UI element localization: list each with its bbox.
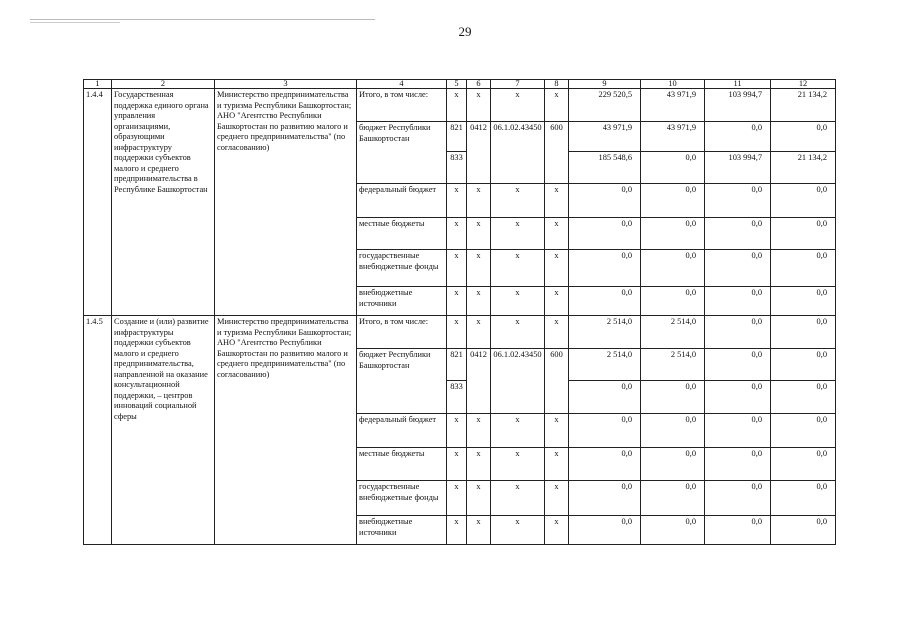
cell: 185 548,6: [569, 152, 641, 184]
cell: 229 520,5: [569, 89, 641, 122]
item-name: Государственная поддержка единого органа управления организациями, образующими инфраструктуру поддержки субъектов малого и среднего предпринимательства в Республике Башкортостан: [112, 89, 215, 316]
cell: 0,0: [771, 218, 836, 250]
funding-source: внебюджетные источники: [357, 516, 447, 545]
cell: x: [447, 184, 467, 218]
cell: x: [545, 414, 569, 448]
cell: x: [447, 448, 467, 481]
cell: x: [447, 316, 467, 349]
cell: 0,0: [641, 481, 705, 516]
column-header: 12: [771, 80, 836, 89]
cell: x: [545, 250, 569, 287]
cell: 43 971,9: [641, 89, 705, 122]
column-header: 11: [705, 80, 771, 89]
cell: 0,0: [771, 516, 836, 545]
cell: 0,0: [641, 448, 705, 481]
column-header: 1: [84, 80, 112, 89]
cell: 2 514,0: [569, 349, 641, 381]
cell: 0,0: [569, 250, 641, 287]
cell: 103 994,7: [705, 152, 771, 184]
cell: 0,0: [771, 448, 836, 481]
cell: x: [491, 250, 545, 287]
cell: x: [545, 218, 569, 250]
cell: 0,0: [641, 152, 705, 184]
cell: 0,0: [705, 287, 771, 316]
scan-artifact-line: [30, 19, 375, 20]
cell: x: [467, 414, 491, 448]
item-name: Создание и (или) развитие инфраструктуры поддержки субъектов малого и среднего предпринимательства, направленной на оказание консультационной поддержки, – центров инноваций социальной сферы: [112, 316, 215, 545]
column-header: 6: [467, 80, 491, 89]
cell: 2 514,0: [641, 349, 705, 381]
cell: x: [467, 481, 491, 516]
cell: 0,0: [771, 122, 836, 152]
cell: 0,0: [771, 184, 836, 218]
cell: x: [467, 184, 491, 218]
table-row: [84, 316, 836, 349]
cell: x: [491, 89, 545, 122]
cell: x: [467, 89, 491, 122]
cell: 0,0: [705, 349, 771, 381]
cell: 0,0: [569, 448, 641, 481]
cell: x: [447, 481, 467, 516]
cell: 21 134,2: [771, 152, 836, 184]
cell: 0,0: [705, 516, 771, 545]
column-header: 7: [491, 80, 545, 89]
cell: x: [447, 287, 467, 316]
cell: 0,0: [641, 381, 705, 414]
cell: 43 971,9: [569, 122, 641, 152]
cell: x: [447, 89, 467, 122]
cell: 821: [447, 122, 467, 152]
cell: x: [467, 516, 491, 545]
cell: 0,0: [569, 516, 641, 545]
cell: 0,0: [569, 481, 641, 516]
cell: x: [545, 481, 569, 516]
funding-source: местные бюджеты: [357, 218, 447, 250]
cell: 0,0: [705, 316, 771, 349]
cell: x: [491, 481, 545, 516]
cell: 0,0: [705, 414, 771, 448]
scan-artifact-line: [30, 22, 120, 23]
column-header: 3: [215, 80, 357, 89]
cell: x: [467, 250, 491, 287]
cell: 0,0: [641, 516, 705, 545]
cell: x: [447, 516, 467, 545]
cell: 833: [447, 381, 467, 414]
cell: 0,0: [705, 481, 771, 516]
column-header: 4: [357, 80, 447, 89]
cell: 21 134,2: [771, 89, 836, 122]
cell: 06.1.02.43450: [491, 122, 545, 184]
funding-source: внебюджетные источники: [357, 287, 447, 316]
cell: x: [545, 184, 569, 218]
cell: 0,0: [705, 250, 771, 287]
cell: 600: [545, 349, 569, 414]
funding-source: государственные внебюджетные фонды: [357, 250, 447, 287]
cell: 833: [447, 152, 467, 184]
cell: 0,0: [569, 184, 641, 218]
cell: x: [545, 89, 569, 122]
cell: 0,0: [641, 184, 705, 218]
cell: x: [447, 218, 467, 250]
page-number: 29: [458, 24, 472, 39]
funding-source: бюджет Республики Башкортостан: [357, 349, 447, 414]
funding-source: государственные внебюджетные фонды: [357, 481, 447, 516]
cell: 821: [447, 349, 467, 381]
cell: x: [545, 287, 569, 316]
cell: x: [491, 184, 545, 218]
cell: x: [491, 414, 545, 448]
cell: x: [545, 316, 569, 349]
funding-source: Итого, в том числе:: [357, 316, 447, 349]
cell: 0,0: [705, 218, 771, 250]
cell: x: [491, 516, 545, 545]
cell: 600: [545, 122, 569, 184]
cell: 0,0: [641, 250, 705, 287]
cell: 0,0: [771, 287, 836, 316]
cell: x: [491, 316, 545, 349]
cell: 0,0: [569, 381, 641, 414]
cell: x: [467, 448, 491, 481]
cell: 0,0: [771, 414, 836, 448]
cell: 0412: [467, 122, 491, 184]
cell: x: [545, 448, 569, 481]
cell: 0,0: [771, 349, 836, 381]
cell: 0,0: [771, 250, 836, 287]
funding-source: местные бюджеты: [357, 448, 447, 481]
funding-source: бюджет Республики Башкортостан: [357, 122, 447, 184]
cell: x: [491, 448, 545, 481]
cell: 103 994,7: [705, 89, 771, 122]
cell: 0,0: [705, 122, 771, 152]
item-executor: Министерство предпринимательства и туризма Республики Башкортостан; АНО "Агентство Республики Башкортостан по развитию малого и среднего предпринимательства" (по согласованию): [215, 316, 357, 545]
cell: 0,0: [771, 381, 836, 414]
cell: 0,0: [569, 287, 641, 316]
cell: 2 514,0: [641, 316, 705, 349]
item-code: 1.4.4: [84, 89, 112, 316]
cell: 0412: [467, 349, 491, 414]
cell: 0,0: [569, 414, 641, 448]
funding-source: федеральный бюджет: [357, 184, 447, 218]
cell: x: [491, 218, 545, 250]
cell: 0,0: [705, 381, 771, 414]
cell: 0,0: [569, 218, 641, 250]
cell: 0,0: [705, 184, 771, 218]
header-row: [84, 80, 836, 89]
column-header: 5: [447, 80, 467, 89]
cell: 43 971,9: [641, 122, 705, 152]
column-header: 2: [112, 80, 215, 89]
cell: x: [447, 250, 467, 287]
cell: x: [467, 316, 491, 349]
cell: 0,0: [641, 287, 705, 316]
item-code: 1.4.5: [84, 316, 112, 545]
item-executor: Министерство предпринимательства и туризма Республики Башкортостан; АНО "Агентство Республики Башкортостан по развитию малого и среднего предпринимательства" (по согласованию): [215, 89, 357, 316]
cell: 06.1.02.43450: [491, 349, 545, 414]
cell: x: [467, 218, 491, 250]
cell: 0,0: [771, 481, 836, 516]
cell: 0,0: [641, 414, 705, 448]
funding-source: Итого, в том числе:: [357, 89, 447, 122]
cell: x: [447, 414, 467, 448]
cell: 2 514,0: [569, 316, 641, 349]
cell: x: [545, 516, 569, 545]
column-header: 9: [569, 80, 641, 89]
cell: 0,0: [641, 218, 705, 250]
table-row: [84, 89, 836, 122]
column-header: 8: [545, 80, 569, 89]
budget-table: [83, 79, 836, 545]
cell: 0,0: [771, 316, 836, 349]
funding-source: федеральный бюджет: [357, 414, 447, 448]
cell: x: [467, 287, 491, 316]
cell: x: [491, 287, 545, 316]
cell: 0,0: [705, 448, 771, 481]
column-header: 10: [641, 80, 705, 89]
